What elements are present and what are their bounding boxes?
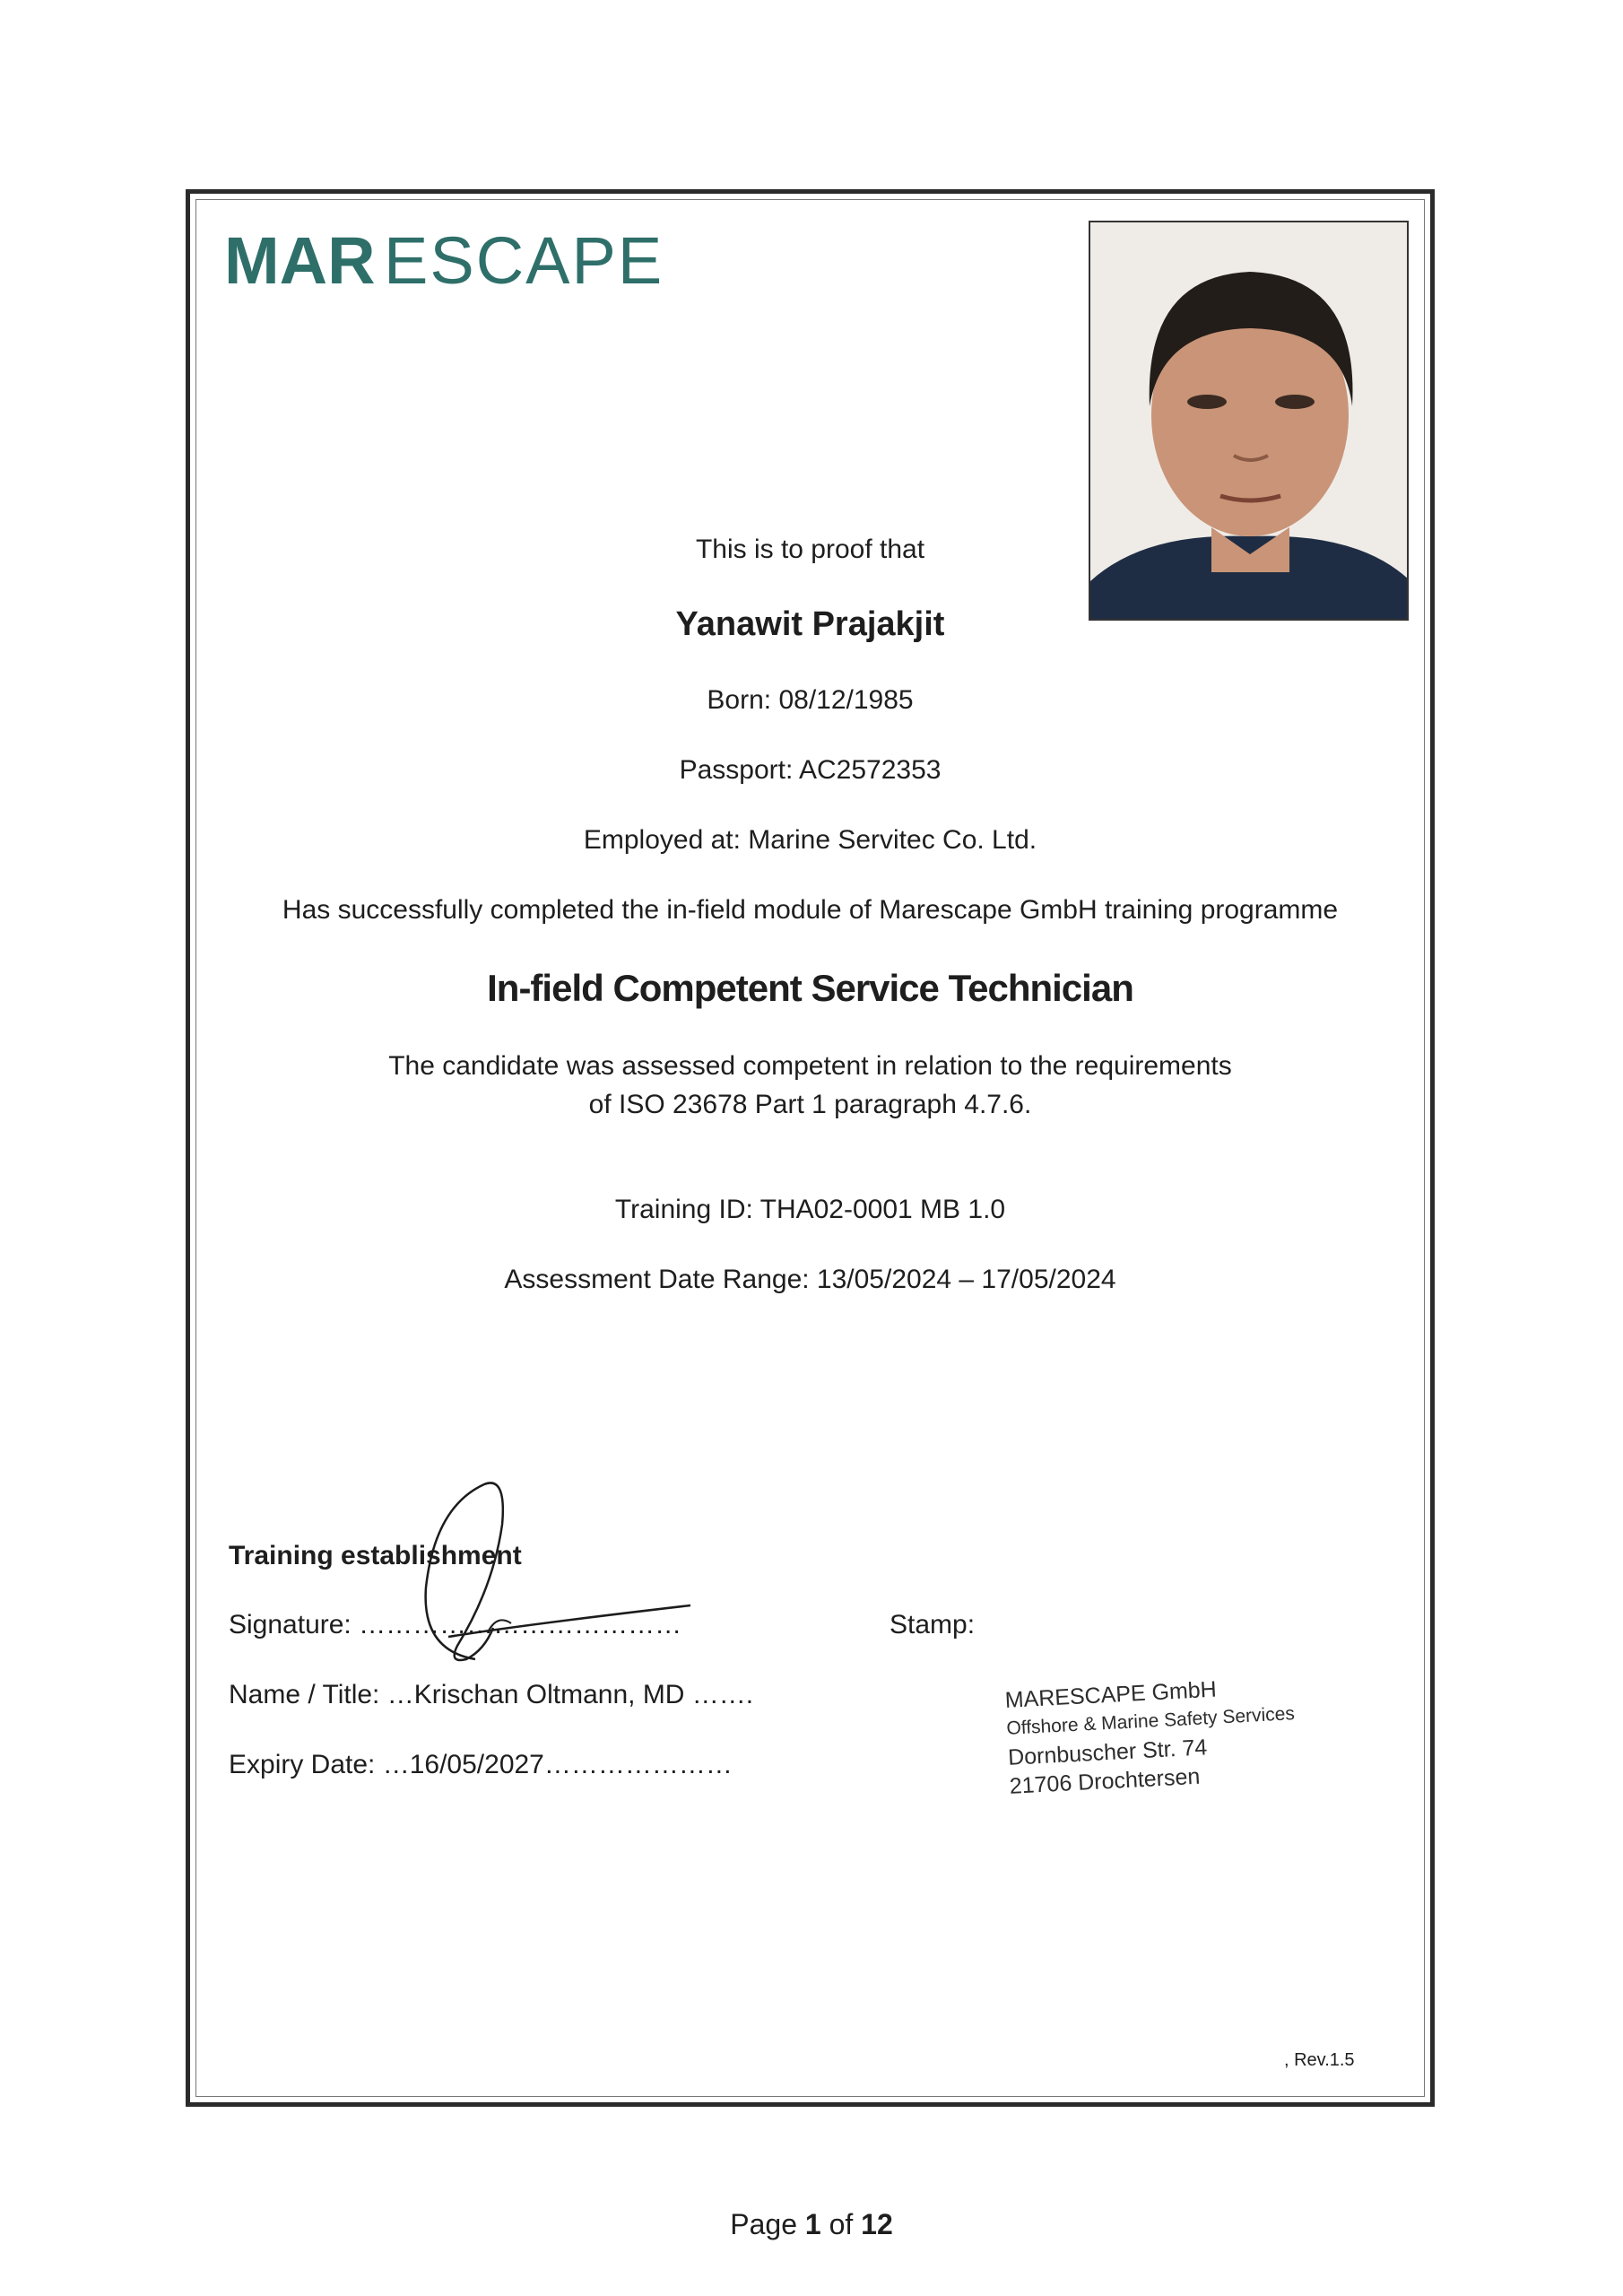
assessment-line-2: of ISO 23678 Part 1 paragraph 4.7.6.: [588, 1090, 1032, 1119]
stamp-line-1: MARESCAPE GmbH: [1004, 1676, 1218, 1713]
page-total: 12: [861, 2208, 893, 2240]
marescape-logo: [224, 213, 699, 307]
name-title-line: Name / Title: …Krischan Oltmann, MD …….: [229, 1680, 754, 1709]
stamp-line-2: Offshore & Marine Safety Services: [1005, 1703, 1296, 1739]
stamp-line-3: Dornbuscher Str. 74: [1007, 1735, 1208, 1770]
intro-text: This is to proof that: [695, 535, 925, 564]
stamp-line-4: 21706 Drochtersen: [1009, 1763, 1201, 1799]
logo-text-light: ESCAPE: [384, 223, 664, 298]
page-prefix: Page: [730, 2208, 805, 2240]
page-of: of: [820, 2208, 862, 2240]
passport-number: Passport: AC2572353: [679, 755, 942, 785]
completion-statement: Has successfully completed the in-field module of Marescape GmbH training programme: [282, 895, 1339, 925]
assessment-date-range: Assessment Date Range: 13/05/2024 – 17/05/2024: [504, 1265, 1116, 1294]
establishment-heading: Training establishment: [229, 1541, 522, 1570]
revision-label: , Rev.1.5: [1284, 2050, 1355, 2070]
expiry-date-line: Expiry Date: …16/05/2027…………………: [229, 1750, 733, 1779]
employer: Employed at: Marine Servitec Co. Ltd.: [583, 825, 1037, 855]
candidate-name: Yanawit Prajakjit: [675, 605, 945, 643]
training-id: Training ID: THA02-0001 MB 1.0: [614, 1195, 1006, 1224]
logo-text-bold: MAR: [224, 223, 376, 298]
birth-date: Born: 08/12/1985: [707, 685, 914, 715]
stamp-label: Stamp:: [890, 1610, 976, 1639]
page-current: 1: [804, 2208, 821, 2240]
course-title: In-field Competent Service Technician: [487, 967, 1133, 1009]
assessment-line-1: The candidate was assessed competent in relation to the requirements: [388, 1051, 1232, 1081]
signature-line: Signature: ………………………………: [229, 1610, 682, 1639]
company-stamp: [1004, 1668, 1350, 1801]
page-number: [0, 2208, 1623, 2241]
handwritten-signature: [395, 1471, 717, 1668]
